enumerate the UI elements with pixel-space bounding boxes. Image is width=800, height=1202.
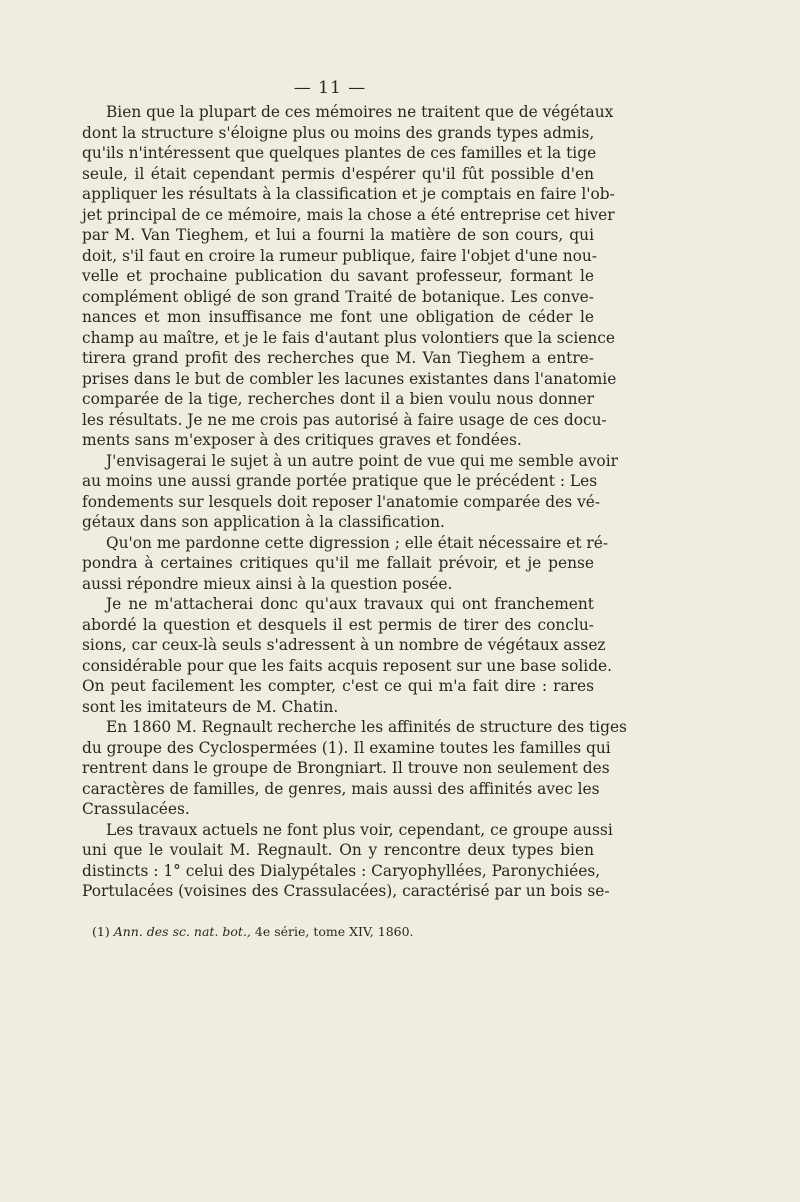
text-line: On peut facilement les compter, c'est ce qui m'a fait dire : rares [82, 677, 594, 695]
text-line: sions, car ceux-là seuls s'adressent à un nombre de végétaux assez [82, 636, 606, 654]
page-number: — 11 — [293, 78, 367, 98]
body-text [82, 102, 627, 902]
text-line: du groupe des Cyclospermées (1). Il examine toutes les familles qui [82, 738, 611, 757]
paragraph [82, 451, 618, 533]
text-line: sont les imitateurs de M. Chatin. [82, 697, 339, 716]
text-line: jet principal de ce mémoire, mais la chose a été entreprise cet hiver [82, 205, 615, 224]
paragraph [82, 820, 613, 902]
paragraph [82, 594, 613, 717]
footnote-reference: 4e série, tome XIV, 1860. [254, 924, 414, 939]
text-line: tirera grand profit des recherches que M. Van Tieghem a entre- [82, 349, 594, 367]
text-line: uni que le voulait M. Regnault. On y rencontre deux types bien [82, 841, 594, 859]
text-line: fondements sur lesquels doit reposer l'anatomie comparée des vé- [82, 492, 601, 511]
text-line: Qu'on me pardonne cette digression ; elle était nécessaire et ré- [106, 533, 609, 552]
text-line: En 1860 M. Regnault recherche les affinités de structure des tiges [106, 718, 627, 736]
footnote [92, 924, 414, 940]
paragraph [82, 102, 617, 451]
text-line: doit, s'il faut en croire la rumeur publique, faire l'objet d'une nou- [82, 246, 597, 265]
text-line: au moins une aussi grande portée pratique que le précédent : Les [82, 472, 598, 490]
text-line: pondra à certaines critiques qu'il me fallait prévoir, et je pense [82, 554, 594, 572]
text-line: ments sans m'exposer à des critiques graves et fondées. [82, 431, 522, 449]
text-line: prises dans le but de combler les lacunes existantes dans l'anatomie [82, 369, 617, 388]
text-line: considérable pour que les faits acquis reposent sur une base solide. [82, 656, 613, 675]
paragraph [82, 717, 627, 820]
paragraph [82, 533, 609, 595]
text-line: dont la structure s'éloigne plus ou moins des grands types admis, [82, 123, 595, 142]
text-line: gétaux dans son application à la classification. [82, 513, 445, 531]
text-line: nances et mon insuffisance me font une obligation de céder le [82, 308, 594, 326]
footnote-journal: Ann. des sc. nat. bot., [113, 924, 251, 939]
text-line: abordé la question et desquels il est permis de tirer des conclu- [82, 615, 594, 634]
text-line: les résultats. Je ne me crois pas autorisé à faire usage de ces docu- [82, 410, 607, 429]
text-line: velle et prochaine publication du savant professeur, formant le [82, 267, 594, 285]
text-line: Bien que la plupart de ces mémoires ne traitent que de végétaux [106, 103, 614, 121]
footnote-marker: (1) [92, 924, 110, 939]
text-line: Portulacées (voisines des Crassulacées), caractérisé par un bois se- [82, 882, 610, 900]
text-line: appliquer les résultats à la classification et je comptais en faire l'ob- [82, 185, 615, 203]
text-line: Crassulacées. [82, 800, 190, 818]
text-line: qu'ils n'intéressent que quelques plantes de ces familles et la tige [82, 144, 597, 162]
text-line: comparée de la tige, recherches dont il a bien voulu nous donner [82, 390, 594, 408]
text-line: Je ne m'attacherai donc qu'aux travaux qui ont franchement [106, 595, 594, 613]
text-line: par M. Van Tieghem, et lui a fourni la matière de son cours, qui [82, 226, 594, 244]
text-line: Les travaux actuels ne font plus voir, cependant, ce groupe aussi [106, 820, 613, 839]
text-line: seule, il était cependant permis d'espérer qu'il fût possible d'en [82, 164, 594, 183]
text-line: rentrent dans le groupe de Brongniart. Il trouve non seulement des [82, 759, 610, 777]
text-line: complément obligé de son grand Traité de botanique. Les conve- [82, 287, 594, 306]
text-line: J'envisagerai le sujet à un autre point de vue qui me semble avoir [106, 451, 618, 470]
text-line: distincts : 1° celui des Dialypétales : Caryophyllées, Paronychiées, [82, 861, 601, 880]
text-line: champ au maître, et je le fais d'autant plus volontiers que la science [82, 328, 615, 347]
text-line: aussi répondre mieux ainsi à la question posée. [82, 574, 453, 593]
text-line: caractères de familles, de genres, mais aussi des affinités avec les [82, 779, 600, 798]
